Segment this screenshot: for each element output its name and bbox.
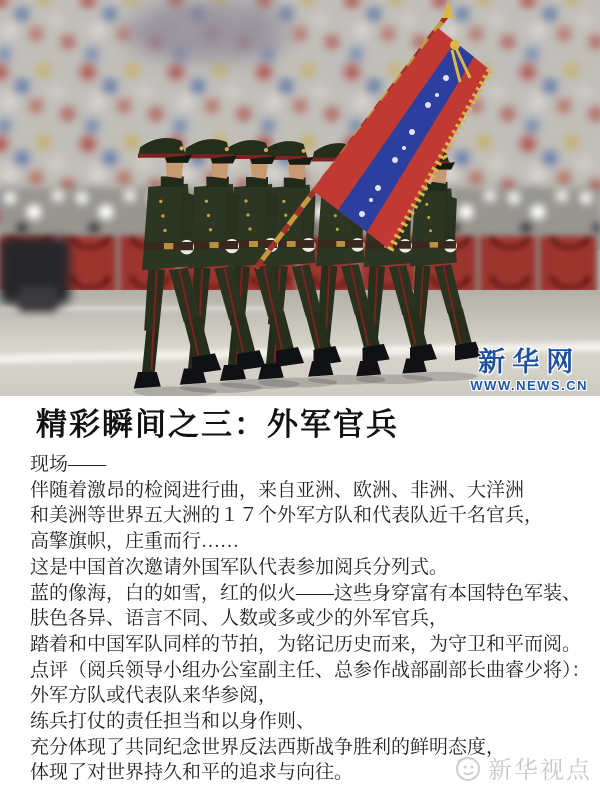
caption-line: 肤色各异、语言不同、人数或多或少的外军官兵，	[30, 608, 449, 630]
viewpoint-label: 新华视点	[488, 758, 592, 784]
caption-line: 这是中国首次邀请外国军队代表参加阅兵分列式。	[30, 556, 449, 578]
caption-line: 蓝的像海，白的如雪，红的似火——这些身穿富有本国特色军装、	[30, 582, 582, 604]
caption-line: 伴随着激昂的检阅进行曲，来自亚洲、欧洲、非洲、大洋洲	[30, 479, 525, 501]
xinhua-viewpoint-watermark	[454, 750, 592, 785]
caption-line: 充分体现了共同纪念世界反法西斯战争胜利的鲜明态度，	[30, 736, 506, 758]
caption-line: 外军方队或代表队来华参阅，	[30, 685, 278, 707]
caption-line: 现场——	[30, 454, 107, 475]
xinhuanet-watermark	[470, 349, 588, 392]
caption-line: 高擎旗帜，庄重而行……	[30, 531, 240, 553]
caption-line: 体现了对世界持久和平的追求与向往。	[30, 762, 354, 784]
caption-line: 练兵打仗的责任担当和以身作则、	[30, 711, 316, 733]
soldiers-and-flag-illustration	[0, 0, 600, 396]
parade-photo	[0, 0, 600, 396]
xinhuanet-url: WWW.NEWS.CN	[470, 378, 588, 393]
caption-title: 精彩瞬间之三：外军官兵	[36, 407, 399, 442]
caption-line: 和美洲等世界五大洲的１７个外军方队和代表队近千名官兵，	[30, 505, 544, 527]
xinhuanet-logo: 新华网	[478, 347, 581, 377]
smiley-logo-icon	[454, 754, 482, 782]
caption-block	[0, 396, 600, 800]
caption-line: 踏着和中国军队同样的节拍，为铭记历史而来，为守卫和平而阅。	[30, 633, 582, 655]
caption-line: 点评（阅兵领导小组办公室副主任、总参作战部副部长曲睿少将）：	[30, 659, 591, 681]
